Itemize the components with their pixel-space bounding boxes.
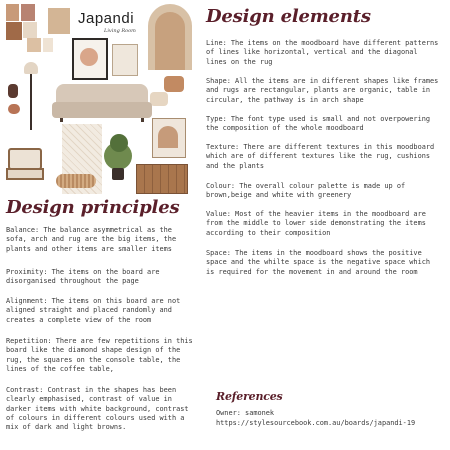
arch-doorway-inner bbox=[155, 12, 185, 70]
references-owner: Owner: samonek bbox=[216, 409, 275, 417]
design-principles-repetition: Repetition: There are few repetitions in this board like the diamond shape design of the rug, the squares on the console table, the lines of the coffee table, bbox=[6, 337, 193, 373]
swatch-rose bbox=[21, 4, 35, 21]
vase-dark bbox=[8, 84, 18, 98]
console-table bbox=[136, 164, 188, 194]
swatch-beige bbox=[27, 38, 41, 52]
design-elements-shape: Shape: All the items are in different shapes like frames and rugs are rectangular, plants are organic, table in circular, the pathway is in arch shape bbox=[206, 77, 439, 104]
sofa-seat bbox=[52, 102, 152, 118]
lamp-shade bbox=[24, 62, 38, 74]
vase-terracotta bbox=[8, 104, 20, 114]
references-url[interactable]: https://stylesourcebook.com.au/boards/japandi-19 bbox=[216, 419, 416, 427]
design-principles-heading: Design principles bbox=[6, 197, 180, 218]
design-principles-proximity: Proximity: The items on the board are disorganised throughout the page bbox=[6, 268, 160, 286]
swatch-tan bbox=[6, 4, 19, 21]
armchair-back bbox=[8, 148, 42, 170]
coffee-table bbox=[56, 174, 96, 188]
design-elements-texture: Texture: There are different textures in this moodboard which are of different textures like the rug, cushions and the plants bbox=[206, 143, 435, 170]
moodboard-logo-title: Japandi bbox=[78, 10, 135, 27]
swatch-wood bbox=[6, 22, 22, 40]
design-elements-space: Space: The items in the moodboard shows the positive space and the whilte space is the negative space which is required for the movement in and around the room bbox=[206, 249, 431, 276]
lamp-stand bbox=[30, 70, 32, 130]
wall-art-frame-2 bbox=[112, 44, 138, 76]
swatch-light-wood bbox=[48, 8, 70, 34]
sofa-leg-left bbox=[60, 118, 63, 122]
design-elements-heading: Design elements bbox=[206, 6, 371, 27]
plant-foliage-2 bbox=[110, 134, 128, 152]
sofa-back bbox=[56, 84, 148, 104]
design-principles-alignment: Alignment: The items on this board are not aligned straight and placed randomly and creates a complete view of the room bbox=[6, 297, 181, 324]
wall-art-shape bbox=[80, 48, 98, 66]
swatch-cream bbox=[23, 22, 37, 38]
armchair-seat bbox=[6, 168, 44, 180]
design-principles-balance: Balance: The balance asymmetrical as the sofa, arch and rug are the big items, the plants and other items are smaller items bbox=[6, 226, 177, 253]
painting-right-shape bbox=[158, 126, 178, 148]
design-elements-colour: Colour: The overall colour palette is made up of brown,beige and white with greenery bbox=[206, 182, 406, 200]
cushion-cream bbox=[150, 92, 168, 106]
cushion-brown bbox=[164, 76, 184, 92]
plant-pot bbox=[112, 168, 124, 180]
moodboard-logo-subtitle: Living Room bbox=[104, 28, 136, 34]
design-elements-value: Value: Most of the heavier items in the moodboard are from the middle to lower side demonstrating the items according to their composition bbox=[206, 210, 426, 237]
sofa-leg-right bbox=[141, 118, 144, 122]
moodboard-collage bbox=[0, 0, 200, 200]
design-elements-type: Type: The font type used is small and not overpowering the composition of the whole moodboard bbox=[206, 115, 431, 133]
references-heading: References bbox=[216, 390, 283, 403]
design-principles-contrast: Contrast: Contrast in the shapes has been clearly emphasised, contrast of value in darker items with white background, contrast of colours in different colours used with a mix of dark and light browns. bbox=[6, 386, 189, 432]
design-elements-line: Line: The items on the moodboard have different patterns of lines like horizontal, vertical and the diagonal lines on the rug bbox=[206, 39, 439, 66]
swatch-light bbox=[43, 38, 53, 52]
